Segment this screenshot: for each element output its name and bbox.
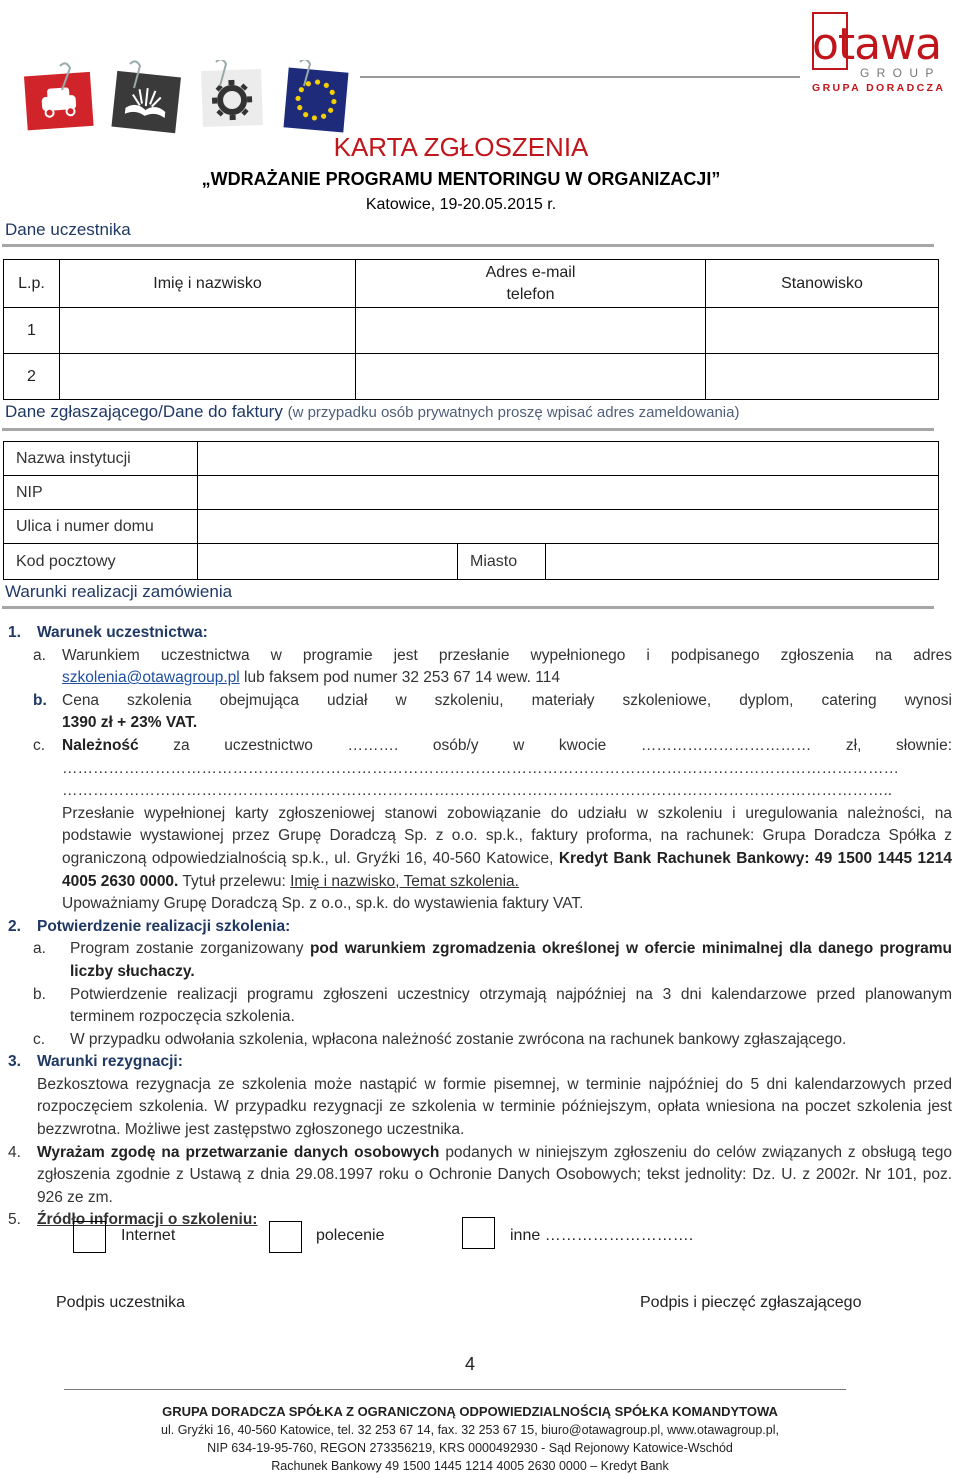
- s4-bold: Wyrażam zgodę na przetwarzanie danych osobowych: [37, 1143, 440, 1161]
- s3-title: Warunki rezygnacji:: [37, 1053, 183, 1071]
- header-rule: [360, 76, 800, 78]
- s1-number: 1.: [8, 624, 21, 641]
- street-field[interactable]: [198, 510, 939, 544]
- referral-label: polecenie: [316, 1227, 385, 1244]
- s1c-line: [62, 735, 952, 758]
- s1c-dots-1[interactable]: ………………………………………………………………………………………………………………………………………………: [62, 759, 899, 777]
- s2-title: Potwierdzenie realizacji szkolenia:: [37, 917, 291, 935]
- s2-number: 2.: [8, 917, 21, 935]
- footer-bank: Rachunek Bankowy 49 1500 1445 1214 4005 2630 0000 – Kredyt Bank: [271, 1459, 669, 1473]
- s1-title: Warunek uczestnictwa:: [37, 624, 208, 641]
- transfer-title-label: Tytuł przelewu:: [178, 872, 291, 890]
- row-number: 1: [4, 308, 60, 354]
- s1a-text: Warunkiem uczestnictwa w programie jest przesłanie wypełnionego i podpisanego zgłoszenia na adres: [62, 646, 952, 664]
- s5-number: 5.: [8, 1211, 21, 1229]
- footer-address: ul. Gryźki 16, 40-560 Katowice, tel. 32 253 67 14, fax. 32 253 67 15, biuro@otawagroup.pl, www.otawagroup.pl,: [161, 1423, 779, 1437]
- s1a-rest: lub faksem pod numer 32 253 67 14 wew. 114: [239, 669, 560, 687]
- postcode-label: Kod pocztowy: [4, 544, 198, 580]
- terms-section-title: Warunki realizacji zamówienia: [5, 582, 233, 601]
- s2b-letter: b.: [33, 985, 46, 1003]
- s1a-contact: [8, 667, 952, 690]
- s1-paragraph: [8, 803, 952, 893]
- s1c-text: za uczestnictwo ………. osób/y w kwocie …………………………… zł, słownie:: [138, 736, 952, 754]
- footer-rule: [64, 1389, 846, 1390]
- institution-field[interactable]: [198, 442, 939, 476]
- internet-label: Internet: [121, 1227, 176, 1244]
- col-phone: telefon: [506, 285, 555, 303]
- col-email-phone: [356, 260, 706, 308]
- participant-signature-label: Podpis uczestnika: [56, 1294, 185, 1311]
- referral-checkbox[interactable]: [269, 1221, 302, 1253]
- s1-par-text: Przesłanie wypełnionej karty zgłoszeniowej stanowi zobowiązanie do udziału w szkoleniu i uregulowania należności, na podstawie wystawionej przez Grupę Doradczą Sp. z o.o. sp.k., faktury proforma, na rachunek: Grupa Doradcza Spółka z ograniczoną odpowiedzialnością sp.k., ul. Gryźki 16, 40-560 Katowice,: [62, 804, 952, 867]
- email-cell[interactable]: [356, 354, 706, 400]
- participant-table: [3, 259, 939, 400]
- name-cell[interactable]: [60, 354, 356, 400]
- s2a-line: [70, 938, 952, 983]
- s4-text: podanych w niniejszym zgłoszeniu do celów związanych z obsługą tego zgłoszenia zgodnie z Ustawą z dnia 29.08.1997 roku o Ochronie Danych Osobowych; tekst jednolity: Dz. U. z 2002r. Nr 101, poz. 926 ze zm.: [37, 1143, 952, 1206]
- nip-field[interactable]: [198, 476, 939, 510]
- s4-line: [37, 1142, 952, 1210]
- logo-wordmark: otawa: [812, 19, 942, 70]
- footer-registry: NIP 634-19-95-760, REGON 273356219, KRS 0000492930 - Sąd Rejonowy Katowice-Wschód: [207, 1441, 733, 1455]
- price-value: 1390 zł + 23% VAT.: [62, 714, 198, 732]
- terms-section-rule: [2, 606, 934, 609]
- event-date-place: Katowice, 19-20.05.2015 r.: [365, 196, 557, 213]
- table-row: [4, 354, 939, 400]
- applicant-note: (w przypadku osób prywatnych proszę wpisać adres zameldowania): [287, 404, 740, 421]
- s2c-letter: c.: [33, 1030, 46, 1048]
- company-logo: [808, 8, 954, 96]
- table-row: [4, 308, 939, 354]
- s2a-letter: a.: [33, 940, 46, 958]
- s2a-text: Program zostanie zorganizowany: [70, 940, 310, 958]
- name-cell[interactable]: [60, 308, 356, 354]
- applicant-section-title: [5, 402, 739, 422]
- program-title: „WDRAŻANIE PROGRAMU MENTORINGU W ORGANIZACJI”: [201, 169, 721, 189]
- s1-authorization: Upoważniamy Grupę Doradczą Sp. z o.o., sp.k. do wystawienia faktury VAT.: [62, 895, 584, 913]
- city-label: Miasto: [458, 544, 546, 580]
- s1c-label: Należność: [62, 736, 139, 754]
- city-field[interactable]: [546, 544, 939, 580]
- page-number: 4: [464, 1354, 475, 1374]
- position-cell[interactable]: [706, 308, 939, 354]
- postcode-field[interactable]: [198, 544, 458, 580]
- s3-number: 3.: [8, 1053, 21, 1071]
- s1c-dots-2[interactable]: ……………………………………………………………………………………………………………………………………………..: [62, 782, 893, 800]
- s1a-letter: a.: [33, 646, 46, 664]
- footer-company: GRUPA DORADCZA SPÓŁKA Z OGRANICZONĄ ODPOWIEDZIALNOŚCIĄ SPÓŁKA KOMANDYTOWA: [162, 1404, 778, 1419]
- s3-text: Bezkosztowa rezygnacja ze szkolenia może nastąpić w formie pisemnej, w terminie najpóźniej do 5 dni kalendarzowych przed rozpoczęciem szkolenia. W przypadku rezygnacji ze szkolenia w terminie późniejszym, opłata wniesiona na poczet szkolenia jest bezzwrotna. Możliwe jest zastępstwo zgłoszonego uczestnika.: [37, 1075, 952, 1139]
- email-cell[interactable]: [356, 308, 706, 354]
- street-label: Ulica i numer domu: [4, 510, 198, 544]
- s1c-letter: c.: [33, 736, 46, 754]
- transfer-title-value: Imię i nazwisko, Temat szkolenia.: [290, 872, 519, 890]
- other-label: inne ……………………….: [510, 1227, 694, 1244]
- row-number: 2: [4, 354, 60, 400]
- s4-number: 4.: [8, 1143, 21, 1161]
- s2c-text: W przypadku odwołania szkolenia, wpłacona należność zostanie zwrócona na rachunek bankowy zgłaszającego.: [70, 1030, 847, 1048]
- s2b-text: Potwierdzenie realizacji programu zgłoszeni uczestnicy otrzymają najpóźniej na 3 dni kalendarzowe przed planowanym terminem rozpoczęcia szkolenia.: [70, 985, 952, 1026]
- logo-group-text: G R O U P: [860, 66, 936, 80]
- contact-email-link[interactable]: szkolenia@otawagroup.pl: [62, 669, 240, 687]
- participant-section-title: Dane uczestnika: [5, 220, 131, 239]
- internet-checkbox[interactable]: [73, 1221, 106, 1253]
- terms-body: [8, 622, 952, 1232]
- applicant-title: Dane zgłaszającego/Dane do faktury: [5, 402, 283, 421]
- col-lp: L.p.: [4, 260, 60, 308]
- applicant-table: [3, 441, 939, 580]
- s1b-letter: b.: [33, 691, 47, 709]
- s1b-text: Cena szkolenia obejmująca udział w szkoleniu, materiały szkoleniowe, dyplom, catering wynosi: [62, 691, 952, 709]
- col-email: Adres e-mail: [485, 263, 576, 281]
- institution-label: Nazwa instytucji: [4, 442, 198, 476]
- bank-account: Kredyt Bank Rachunek Bankowy: 49 1500 1445 1214 4005 2630 0000.: [62, 849, 952, 890]
- applicant-section-rule: [2, 428, 934, 431]
- nip-label: NIP: [4, 476, 198, 510]
- col-position: Stanowisko: [706, 260, 939, 308]
- form-title: KARTA ZGŁOSZENIA: [333, 132, 589, 162]
- col-name: Imię i nazwisko: [60, 260, 356, 308]
- participant-section-rule: [2, 244, 934, 247]
- other-checkbox[interactable]: [462, 1217, 495, 1249]
- position-cell[interactable]: [706, 354, 939, 400]
- s5-title: Źródło informacji o szkoleniu:: [37, 1211, 258, 1229]
- s2a-bold: pod warunkiem zgromadzenia określonej w ofercie minimalnej dla danego programu liczby słuchaczy.: [70, 940, 953, 980]
- applicant-signature-label: Podpis i pieczęć zgłaszającego: [640, 1294, 862, 1311]
- logo-tagline: GRUPA DORADCZA: [812, 82, 946, 94]
